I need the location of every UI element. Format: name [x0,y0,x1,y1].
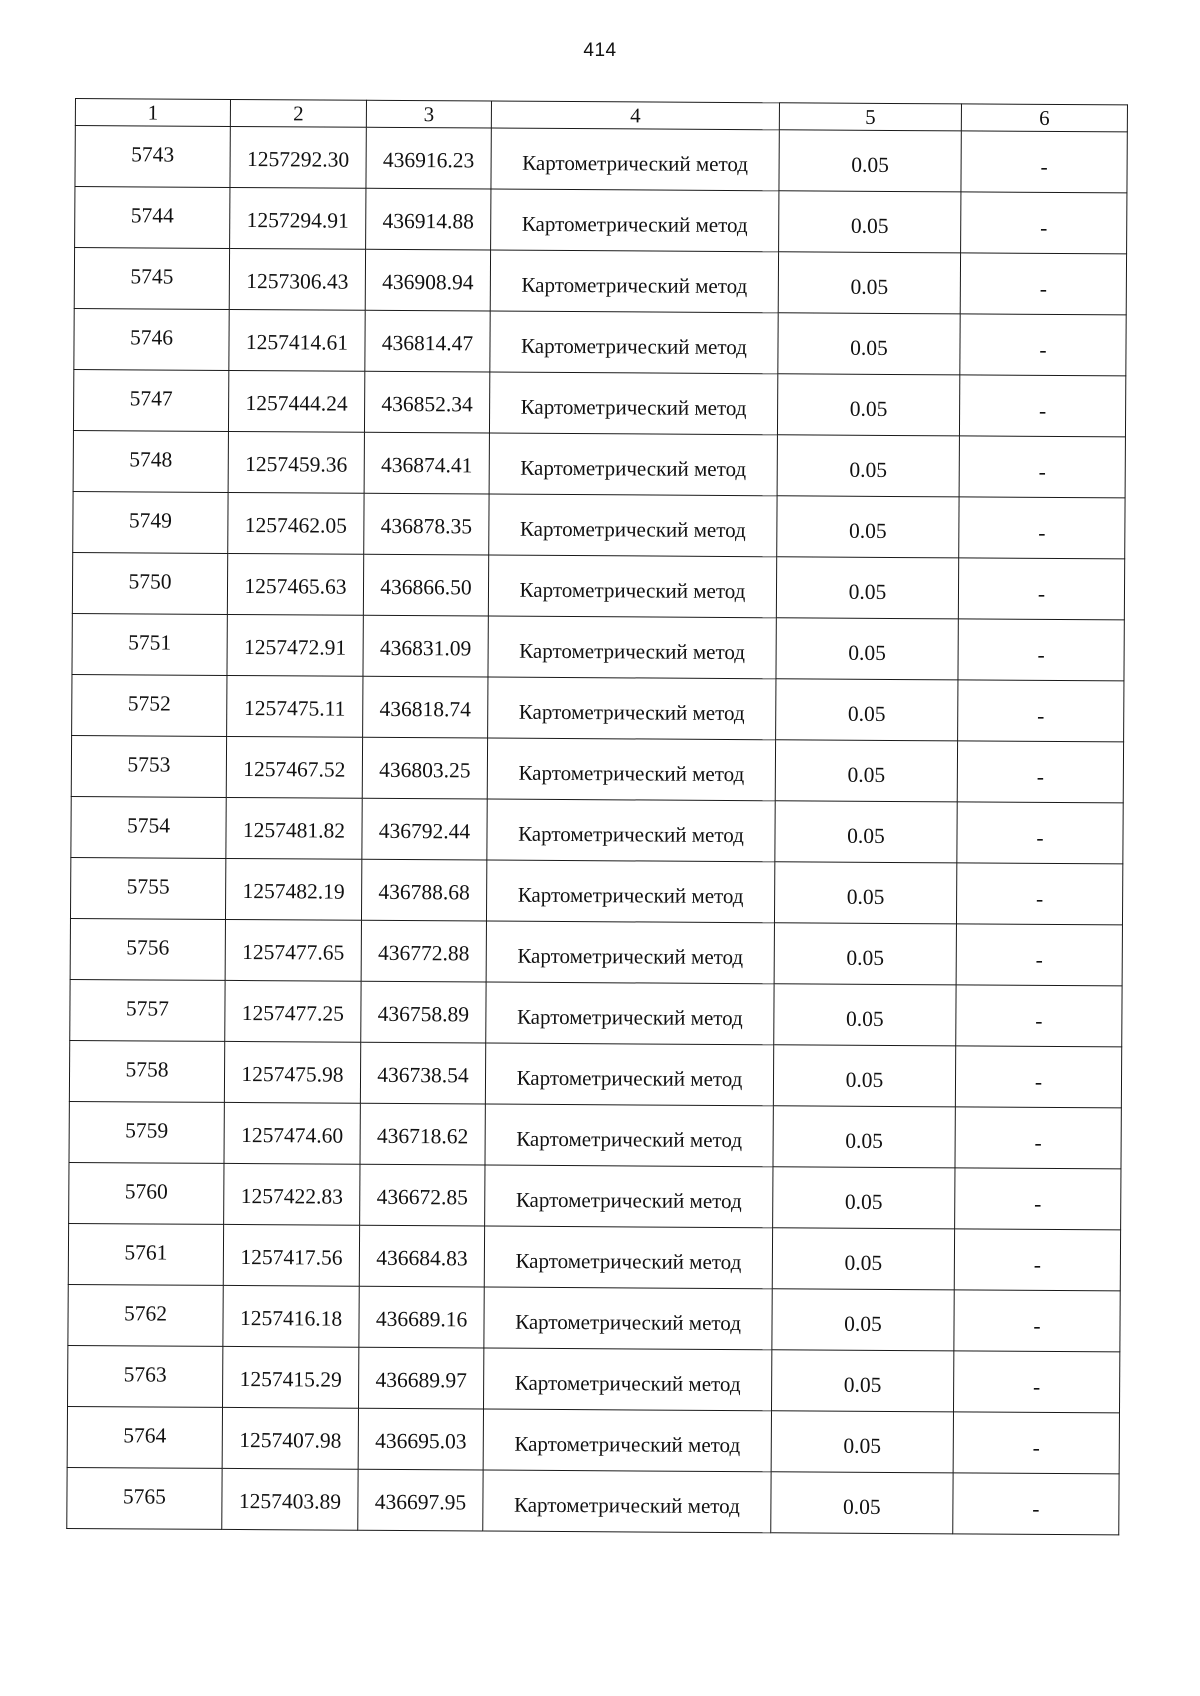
x-coordinate-cell: 1257462.05 [228,492,364,554]
accuracy-cell: 0.05 [771,1350,953,1412]
accuracy-cell: 0.05 [776,679,958,741]
note-cell: - [957,802,1123,864]
note-cell: - [955,1107,1121,1169]
table-row [72,613,1124,680]
table-row [72,552,1124,619]
method-cell: Картометрический метод [486,921,774,984]
x-coordinate-cell: 1257444.24 [228,370,364,432]
point-number-cell: 5756 [70,918,225,980]
point-number-cell: 5762 [68,1284,223,1346]
x-coordinate-cell: 1257403.89 [222,1468,358,1530]
point-number-cell: 5755 [70,857,225,919]
note-cell: - [958,680,1124,742]
note-cell: - [960,253,1126,315]
y-coordinate-cell: 436695.03 [358,1408,483,1470]
y-coordinate-cell: 436689.97 [359,1347,484,1409]
table-row [71,735,1123,802]
method-cell: Картометрический метод [488,616,776,679]
point-number-cell: 5760 [69,1162,224,1224]
point-number-cell: 5750 [72,552,227,614]
accuracy-cell: 0.05 [771,1472,953,1534]
point-number-cell: 5764 [67,1406,222,1468]
y-coordinate-cell: 436874.41 [364,432,489,494]
table-row [75,187,1127,254]
accuracy-cell: 0.05 [774,862,956,924]
table-row [70,979,1122,1046]
note-cell: - [953,1351,1119,1413]
table-row [74,308,1126,375]
x-coordinate-cell: 1257465.63 [227,553,363,615]
y-coordinate-cell: 436916.23 [366,127,491,189]
note-cell: - [956,985,1122,1047]
note-cell: - [957,741,1123,803]
note-cell: - [959,375,1125,437]
method-cell: Картометрический метод [486,982,774,1045]
table-row [73,430,1125,497]
table-row [75,126,1127,193]
method-cell: Картометрический метод [487,738,775,801]
header-cell-3: 3 [366,100,491,128]
method-cell: Картометрический метод [483,1409,771,1472]
accuracy-cell: 0.05 [774,984,956,1046]
note-cell: - [961,131,1127,193]
y-coordinate-cell: 436908.94 [365,249,490,311]
x-coordinate-cell: 1257481.82 [226,797,362,859]
table-row [68,1345,1120,1412]
table-row [69,1162,1121,1229]
accuracy-cell: 0.05 [774,923,956,985]
method-cell: Картометрический метод [485,1104,773,1167]
y-coordinate-cell: 436878.35 [364,493,489,555]
y-coordinate-cell: 436689.16 [359,1286,484,1348]
table-row [73,369,1125,436]
accuracy-cell: 0.05 [779,191,961,253]
x-coordinate-cell: 1257417.56 [223,1224,359,1286]
table-row [72,674,1124,741]
method-cell: Картометрический метод [488,677,776,740]
note-cell: - [959,497,1125,559]
method-cell: Картометрический метод [491,189,779,252]
note-cell: - [953,1412,1119,1474]
y-coordinate-cell: 436672.85 [360,1164,485,1226]
method-cell: Картометрический метод [484,1287,772,1350]
y-coordinate-cell: 436697.95 [358,1469,483,1531]
x-coordinate-cell: 1257414.61 [229,309,365,371]
coordinates-table-container [66,98,1127,1535]
page-number: 414 [583,40,617,61]
note-cell: - [960,314,1126,376]
table-row [68,1284,1120,1351]
accuracy-cell: 0.05 [777,496,959,558]
table-row [69,1040,1121,1107]
table-row [70,857,1122,924]
x-coordinate-cell: 1257459.36 [228,431,364,493]
y-coordinate-cell: 436772.88 [361,920,486,982]
point-number-cell: 5753 [71,735,226,797]
point-number-cell: 5759 [69,1101,224,1163]
accuracy-cell: 0.05 [779,130,961,192]
accuracy-cell: 0.05 [778,252,960,314]
accuracy-cell: 0.05 [776,618,958,680]
table-row [74,248,1126,315]
note-cell: - [954,1229,1120,1291]
point-number-cell: 5743 [75,126,230,188]
note-cell: - [959,436,1125,498]
point-number-cell: 5749 [73,491,228,553]
y-coordinate-cell: 436788.68 [361,859,486,921]
note-cell: - [956,924,1122,986]
header-cell-2: 2 [230,99,366,127]
point-number-cell: 5757 [70,979,225,1041]
y-coordinate-cell: 436914.88 [366,188,491,250]
x-coordinate-cell: 1257482.19 [225,858,361,920]
table-row [67,1467,1119,1534]
y-coordinate-cell: 436758.89 [361,981,486,1043]
accuracy-cell: 0.05 [771,1411,953,1473]
table-row [69,1101,1121,1168]
header-cell-5: 5 [779,103,961,131]
method-cell: Картометрический метод [489,372,777,435]
point-number-cell: 5758 [69,1040,224,1102]
header-cell-6: 6 [961,104,1127,132]
x-coordinate-cell: 1257477.25 [225,980,361,1042]
note-cell: - [961,192,1127,254]
x-coordinate-cell: 1257415.29 [223,1346,359,1408]
method-cell: Картометрический метод [490,311,778,374]
accuracy-cell: 0.05 [778,313,960,375]
table-row [73,491,1125,558]
method-cell: Картометрический метод [485,1165,773,1228]
x-coordinate-cell: 1257474.60 [224,1102,360,1164]
y-coordinate-cell: 436831.09 [363,615,488,677]
x-coordinate-cell: 1257407.98 [222,1407,358,1469]
method-cell: Картометрический метод [483,1348,771,1411]
table-row [68,1223,1120,1290]
header-cell-1: 1 [75,99,230,127]
x-coordinate-cell: 1257472.91 [227,614,363,676]
accuracy-cell: 0.05 [773,1106,955,1168]
method-cell: Картометрический метод [486,860,774,923]
point-number-cell: 5744 [75,187,230,249]
note-cell: - [958,558,1124,620]
note-cell: - [955,1168,1121,1230]
y-coordinate-cell: 436792.44 [362,798,487,860]
note-cell: - [955,1046,1121,1108]
coordinates-table [66,98,1128,1535]
x-coordinate-cell: 1257292.30 [230,126,366,188]
x-coordinate-cell: 1257477.65 [225,919,361,981]
note-cell: - [953,1473,1119,1535]
accuracy-cell: 0.05 [773,1167,955,1229]
method-cell: Картометрический метод [491,128,779,191]
accuracy-cell: 0.05 [773,1045,955,1107]
note-cell: - [954,1290,1120,1352]
header-cell-4: 4 [491,101,779,130]
point-number-cell: 5761 [68,1223,223,1285]
point-number-cell: 5765 [67,1467,222,1529]
y-coordinate-cell: 436852.34 [364,371,489,433]
point-number-cell: 5752 [72,674,227,736]
point-number-cell: 5747 [73,369,228,431]
accuracy-cell: 0.05 [777,374,959,436]
table-row [67,1406,1119,1473]
method-cell: Картометрический метод [488,555,776,618]
note-cell: - [958,619,1124,681]
accuracy-cell: 0.05 [775,801,957,863]
method-cell: Картометрический метод [483,1470,771,1533]
x-coordinate-cell: 1257422.83 [224,1163,360,1225]
x-coordinate-cell: 1257294.91 [230,187,366,249]
note-cell: - [956,863,1122,925]
y-coordinate-cell: 436718.62 [360,1103,485,1165]
method-cell: Картометрический метод [490,250,778,313]
point-number-cell: 5748 [73,430,228,492]
accuracy-cell: 0.05 [772,1228,954,1290]
x-coordinate-cell: 1257467.52 [226,736,362,798]
method-cell: Картометрический метод [487,799,775,862]
accuracy-cell: 0.05 [777,435,959,497]
accuracy-cell: 0.05 [776,557,958,619]
accuracy-cell: 0.05 [775,740,957,802]
x-coordinate-cell: 1257416.18 [223,1285,359,1347]
y-coordinate-cell: 436803.25 [362,737,487,799]
accuracy-cell: 0.05 [772,1289,954,1351]
y-coordinate-cell: 436818.74 [363,676,488,738]
x-coordinate-cell: 1257475.98 [224,1041,360,1103]
x-coordinate-cell: 1257475.11 [227,675,363,737]
x-coordinate-cell: 1257306.43 [229,248,365,310]
y-coordinate-cell: 436814.47 [365,310,490,372]
method-cell: Картометрический метод [489,494,777,557]
y-coordinate-cell: 436684.83 [359,1225,484,1287]
point-number-cell: 5754 [71,796,226,858]
point-number-cell: 5763 [68,1345,223,1407]
method-cell: Картометрический метод [489,433,777,496]
method-cell: Картометрический метод [485,1043,773,1106]
method-cell: Картометрический метод [484,1226,772,1289]
table-body [67,126,1128,1535]
table-row [71,796,1123,863]
table-row [70,918,1122,985]
point-number-cell: 5745 [74,248,229,310]
point-number-cell: 5746 [74,308,229,370]
point-number-cell: 5751 [72,613,227,675]
y-coordinate-cell: 436738.54 [360,1042,485,1104]
y-coordinate-cell: 436866.50 [363,554,488,616]
